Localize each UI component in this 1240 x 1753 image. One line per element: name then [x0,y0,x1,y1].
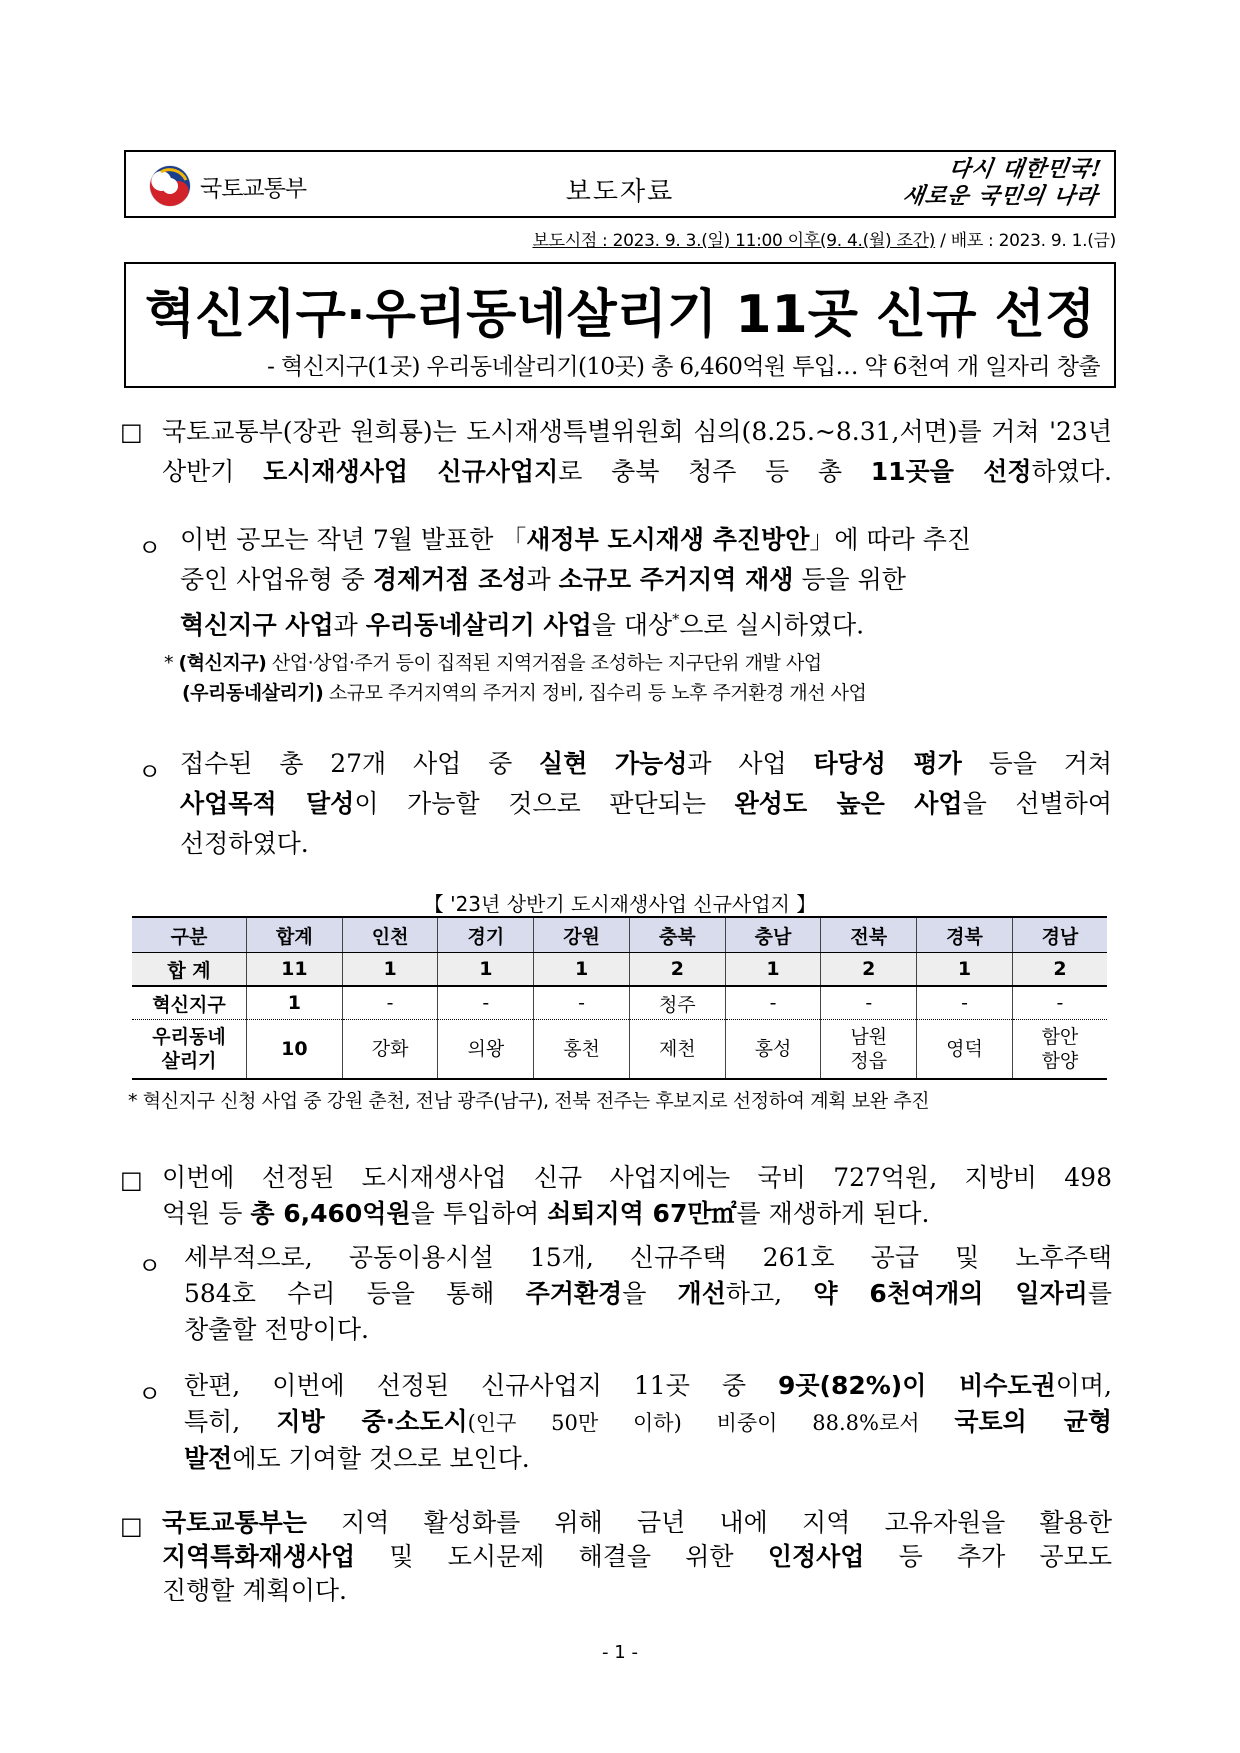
paragraph-5 [184,1240,1112,1348]
col-header: 구분 [132,917,247,953]
headline: 혁신지구·우리동네살리기 11곳 신규 선정 [144,285,1096,345]
table-header-row [132,917,1107,953]
p3-line-3: 선정하였다. [180,829,309,858]
paragraph-6 [184,1368,1112,1477]
p5-line-1: 세부적으로, 공동이용시설 15개, 신규주택 261호 공급 및 노후주택 [184,1243,1112,1272]
square-bullet-icon: □ [120,1166,143,1194]
subheadline: - 혁신지구(1곳) 우리동네살리기(10곳) 총 6,460억원 투입… 약 6천여 개 일자리 창출 [267,354,1100,380]
p4-line-1: 이번에 선정된 도시재생사업 신규 사업지에는 국비 727억원, 지방비 498 [162,1163,1112,1192]
distribution-date: / 배포 : 2023. 9. 1.(금) [935,231,1116,251]
circle-bullet-icon: ㅇ [138,758,162,786]
release-info [532,226,1116,251]
definition-note-1: * (혁신지구) 산업·상업·주거 등이 집적된 지역거점을 조성하는 지구단위 개발 사업 [164,652,822,674]
p3-line-1: 접수된 총 27개 사업 중 실현 가능성과 사업 타당성 평가 등을 거쳐 [180,749,1112,778]
paragraph-7 [162,1506,1112,1608]
table-row-innovation: 혁신지구 1 - - - 청주 - - - - [132,986,1107,1020]
p5-line-2: 584호 수리 등을 통해 주거환경을 개선하고, 약 6천여개의 일자리를 [184,1279,1112,1308]
col-header: 충남 [725,917,821,953]
col-header: 전북 [821,917,917,953]
p3-line-2: 사업목적 달성이 가능할 것으로 판단되는 완성도 높은 사업을 선별하여 [180,789,1112,818]
p2-line-1: 이번 공모는 작년 7월 발표한 「새정부 도시재생 추진방안」에 따라 추진 [180,525,972,554]
definition-note-2: (우리동네살리기) 소규모 주거지역의 주거지 정비, 집수리 등 노후 주거환경 개선 사업 [182,682,867,704]
table-footnote: * 혁신지구 신청 사업 중 강원 춘천, 전남 광주(남구), 전북 전주는 후보지로 선정하여 계획 보완 추진 [128,1090,930,1112]
p7-line-3: 진행할 계획이다. [162,1576,347,1605]
circle-bullet-icon: ㅇ [138,1380,162,1408]
circle-bullet-icon: ㅇ [138,534,162,562]
document-type: 보도자료 [565,177,675,207]
slogan-line-1: 다시 대한민국! [947,156,1104,182]
page-number: - 1 - [602,1642,638,1663]
p2-line-3: 혁신지구 사업과 우리동네살리기 사업을 대상*으로 실시하였다. [180,610,865,640]
circle-bullet-icon: ㅇ [138,1252,162,1280]
title-box [124,262,1116,388]
paragraph-2 [180,520,1112,645]
table-row-total: 합 계 11 1 1 1 2 1 2 1 2 [132,953,1107,987]
col-header: 합계 [247,917,343,953]
col-header: 충북 [629,917,725,953]
paragraph-1 [162,412,1112,492]
p6-line-1: 한편, 이번에 선정된 신규사업지 11곳 중 9곳(82%)이 비수도권이며, [184,1371,1112,1400]
p1-line-1: 국토교통부(장관 원희룡)는 도시재생특별위원회 심의(8.25.~8.31,서면)를 거쳐 '23년 [162,417,1112,446]
p5-line-3: 창출할 전망이다. [184,1315,369,1344]
col-header: 강원 [534,917,630,953]
p4-line-2: 억원 등 총 6,460억원을 투입하여 쇠퇴지역 67만㎡를 재생하게 된다. [162,1199,930,1228]
p2-line-2: 중인 사업유형 중 경제거점 조성과 소규모 주거지역 재생 등을 위한 [180,565,906,594]
col-header: 경기 [438,917,534,953]
col-header: 경남 [1012,917,1107,953]
square-bullet-icon: □ [120,1512,143,1540]
p7-line-2: 지역특화재생사업 및 도시문제 해결을 위한 인정사업 등 추가 공모도 [162,1542,1112,1571]
ministry-name: 국토교통부 [200,175,307,202]
table-row-village: 우리동네 살리기 10 강화 의왕 홍천 제천 홍성 남원 정읍 영덕 함안 함양 [132,1020,1107,1080]
table-title: 【 '23년 상반기 도시재생사업 신규사업지 】 [423,892,817,916]
paragraph-4 [162,1160,1112,1232]
col-header: 경북 [917,917,1013,953]
p6-line-3: 발전에도 기여할 것으로 보인다. [184,1444,530,1473]
square-bullet-icon: □ [120,418,143,446]
embargo-time: 보도시점 : 2023. 9. 3.(일) 11:00 이후(9. 4.(월) 조간) [532,231,936,251]
paragraph-3 [180,744,1112,864]
p7-line-1: 국토교통부는 지역 활성화를 위해 금년 내에 지역 고유자원을 활용한 [162,1508,1112,1537]
p1-line-2: 상반기 도시재생사업 신규사업지로 충북 청주 등 총 11곳을 선정하였다. [162,457,1112,486]
selection-table [132,916,1107,1080]
slogan [878,156,1104,210]
col-header: 인천 [342,917,438,953]
slogan-line-2: 새로운 국민의 나라 [901,183,1100,209]
header-box [124,150,1116,218]
p6-line-2: 특히, 지방 중·소도시(인구 50만 이하) 비중이 88.8%로서 국토의 균형 [184,1407,1112,1436]
